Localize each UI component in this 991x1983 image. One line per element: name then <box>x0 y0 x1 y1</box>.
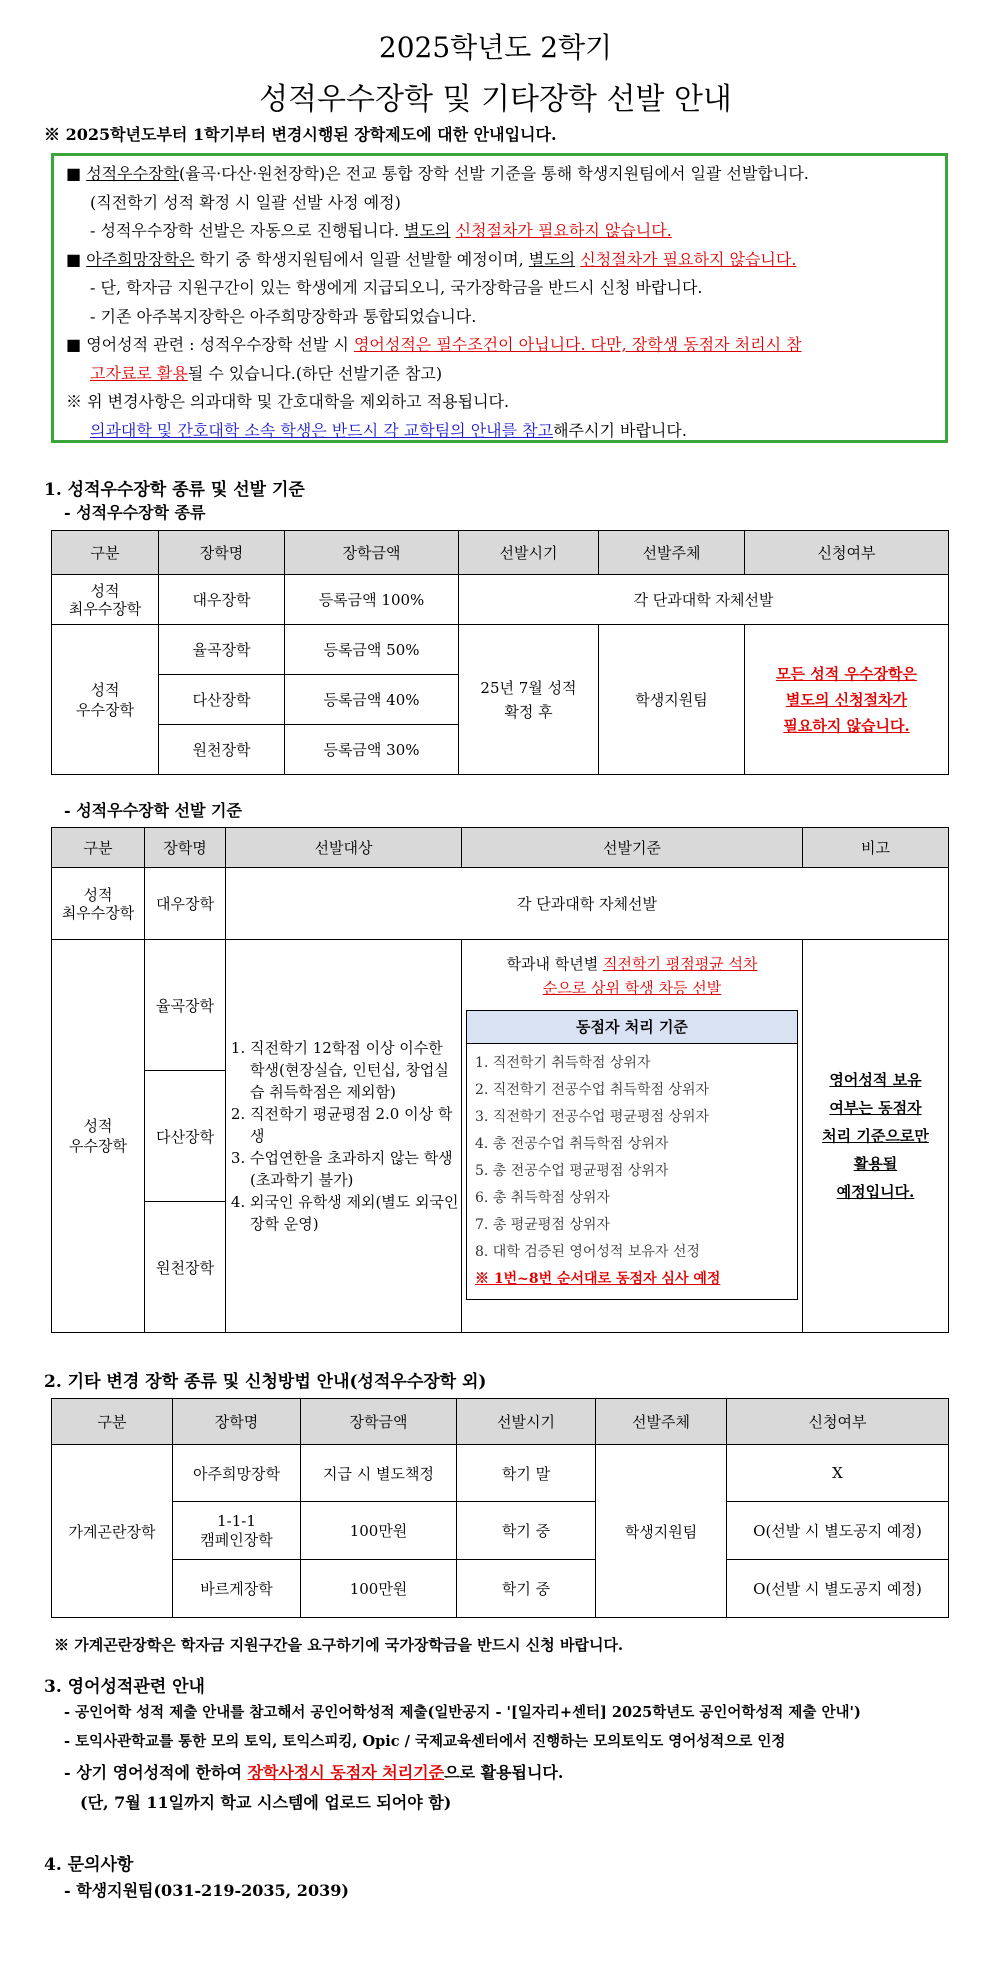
tie-item: 3. 직전학기 전공수업 평균평점 상위자 <box>475 1109 710 1125</box>
th-criteria: 선발기준 <box>462 828 803 868</box>
cell-category-excellent: 성적 우수장학 <box>52 940 145 1333</box>
cell-category-top: 성적 최우수장학 <box>52 868 145 940</box>
th-apply: 신청여부 <box>727 1399 949 1445</box>
box-line-5: - 단, 학자금 지원구간이 있는 학생에게 지급되오니, 국가장학금을 반드시 신청 바랍니다. <box>90 278 703 297</box>
cell-name: 율곡장학 <box>145 940 226 1071</box>
contact-line: - 학생지원팀(031-219-2035, 2039) <box>64 1881 349 1900</box>
th-name: 장학명 <box>173 1399 301 1445</box>
tie-item: 2. 직전학기 전공수업 취득학점 상위자 <box>475 1082 710 1098</box>
selection-target-list <box>226 940 462 1333</box>
th-timing: 선발시기 <box>459 531 599 575</box>
box-line-8: 고자료로 활용될 수 있습니다.(하단 선발기준 참고) <box>90 363 443 383</box>
cell-amount: 지급 시 별도책정 <box>301 1445 457 1502</box>
th-category: 구분 <box>52 1399 173 1445</box>
title-line-1: 2025학년도 2학기 <box>378 31 613 64</box>
box-line-10: 의과대학 및 간호대학 소속 학생은 반드시 각 교학팀의 안내를 참고해주시기 바랍니다. <box>90 420 687 440</box>
cell-selector: 학생지원팀 <box>596 1445 727 1618</box>
cell-timing: 학기 말 <box>457 1445 596 1502</box>
cell-name: 원천장학 <box>159 725 285 775</box>
english-note-2: - 토익사관학교를 통한 모의 토익, 토익스피킹, Opic / 국제교육센터에서 진행하는 모의토익도 영어성적으로 인정 <box>64 1733 786 1750</box>
tie-break-note: ※ 1번~8번 순서대로 동점자 심사 예정 <box>475 1271 721 1287</box>
cell-apply: O(선발 시 별도공지 예정) <box>727 1502 949 1560</box>
box-line-3: - 성적우수장학 선발은 자동으로 진행됩니다. 별도의 신청절차가 필요하지 않습니다. <box>90 221 672 240</box>
th-remark: 비고 <box>803 828 949 868</box>
cell-timing: 25년 7월 성적 확정 후 <box>459 625 599 775</box>
target-item: 1. 직전학기 12학점 이상 이수한 학생(현장실습, 인턴십, 창업실습 취득학점은 제외함) <box>250 1037 459 1103</box>
tie-item: 1. 직전학기 취득학점 상위자 <box>475 1055 651 1071</box>
cell-name-daewoo: 대우장학 <box>159 575 285 625</box>
section-3-title: 3. 영어성적관련 안내 <box>44 1677 205 1697</box>
th-apply: 신청여부 <box>745 531 949 575</box>
cell-name: 율곡장학 <box>159 625 285 675</box>
th-amount: 장학금액 <box>285 531 459 575</box>
scholarship-types-table <box>51 530 949 775</box>
cell-category-top: 성적 최우수장학 <box>52 575 159 625</box>
th-name: 장학명 <box>159 531 285 575</box>
tie-item: 6. 총 취득학점 상위자 <box>475 1190 610 1206</box>
cell-name: 바르게장학 <box>173 1560 301 1618</box>
box-line-9: ※ 위 변경사항은 의과대학 및 간호대학을 제외하고 적용됩니다. <box>66 392 510 411</box>
th-selector: 선발주체 <box>596 1399 727 1445</box>
cell-name-daewoo: 대우장학 <box>145 868 226 940</box>
th-name: 장학명 <box>145 828 226 868</box>
cell-name: 다산장학 <box>159 675 285 725</box>
tie-item: 4. 총 전공수업 취득학점 상위자 <box>475 1136 669 1152</box>
cell-daewoo-note: 각 단과대학 자체선발 <box>459 575 949 625</box>
box-line-6: - 기존 아주복지장학은 아주희망장학과 통합되었습니다. <box>90 306 477 326</box>
tie-item: 7. 총 평균평점 상위자 <box>475 1217 610 1233</box>
cell-name: 다산장학 <box>145 1071 226 1202</box>
box-line-4: ■ 아주희망장학은 학기 중 학생지원팀에서 일괄 선발할 예정이며, 별도의 신청절차가 필요하지 않습니다. <box>66 249 797 269</box>
target-item: 4. 외국인 유학생 제외(별도 외국인 장학 운영) <box>250 1191 459 1235</box>
selection-criteria-cell <box>462 940 803 1333</box>
cell-amount: 등록금액 40% <box>285 675 459 725</box>
cell-amount: 100만원 <box>301 1560 457 1618</box>
cell-amount: 100만원 <box>301 1502 457 1560</box>
section-1-sub-1: - 성적우수장학 종류 <box>64 503 206 522</box>
target-item: 2. 직전학기 평균평점 2.0 이상 학생 <box>250 1103 459 1147</box>
other-scholarships-table <box>51 1398 949 1618</box>
cell-apply-note: 모든 성적 우수장학은 별도의 신청절차가 필요하지 않습니다. <box>745 625 949 775</box>
cell-timing: 학기 중 <box>457 1560 596 1618</box>
cell-daewoo-note: 각 단과대학 자체선발 <box>226 868 949 940</box>
cell-apply: O(선발 시 별도공지 예정) <box>727 1560 949 1618</box>
box-line-7: ■ 영어성적 관련 : 성적우수장학 선발 시 영어성적은 필수조건이 아닙니다. 다만, 장학생 동점자 처리시 참 <box>66 335 802 354</box>
english-note-3: - 상기 영어성적에 한하여 장학사정시 동점자 처리기준으로 활용됩니다. <box>64 1763 564 1782</box>
section-2-title: 2. 기타 변경 장학 종류 및 신청방법 안내(성적우수장학 외) <box>44 1372 487 1392</box>
cell-category-hardship: 가계곤란장학 <box>52 1445 173 1618</box>
section-4-title: 4. 문의사항 <box>44 1855 134 1875</box>
th-category: 구분 <box>52 531 159 575</box>
cell-category-excellent: 성적 우수장학 <box>52 625 159 775</box>
criteria-text: 학과내 학년별 직전학기 평점평균 석차 순으로 상위 학생 차등 선발 <box>506 955 758 997</box>
cell-name: 아주희망장학 <box>173 1445 301 1502</box>
change-notice-box <box>51 153 948 443</box>
tie-item: 5. 총 전공수업 평균평점 상위자 <box>475 1163 669 1179</box>
cell-remark: 영어성적 보유 여부는 동점자 처리 기준으로만 활용될 예정입니다. <box>803 940 949 1333</box>
cell-name: 1-1-1 캠페인장학 <box>173 1502 301 1560</box>
cell-name: 원천장학 <box>145 1202 226 1333</box>
th-target: 선발대상 <box>226 828 462 868</box>
target-item: 3. 수업연한을 초과하지 않는 학생(초과학기 불가) <box>250 1147 459 1191</box>
th-selector: 선발주체 <box>599 531 745 575</box>
cell-selector: 학생지원팀 <box>599 625 745 775</box>
tie-break-box <box>466 1010 798 1300</box>
tie-break-title: 동점자 처리 기준 <box>467 1011 797 1044</box>
cell-amount-daewoo: 등록금액 100% <box>285 575 459 625</box>
box-line-1: ■ 성적우수장학(율곡·다산·원천장학)은 전교 통합 장학 선발 기준을 통해 학생지원팀에서 일괄 선발합니다. <box>66 164 809 183</box>
selection-criteria-table <box>51 827 949 1333</box>
english-note-4: (단, 7월 11일까지 학교 시스템에 업로드 되어야 함) <box>80 1793 452 1812</box>
tie-item: 8. 대학 검증된 영어성적 보유자 선정 <box>475 1244 700 1260</box>
th-category: 구분 <box>52 828 145 868</box>
top-notice: ※ 2025학년도부터 1학기부터 변경시행된 장학제도에 대한 안내입니다. <box>44 125 557 144</box>
title-line-2: 성적우수장학 및 기타장학 선발 안내 <box>259 82 732 117</box>
section-1-title: 1. 성적우수장학 종류 및 선발 기준 <box>44 480 305 500</box>
box-line-2: (직전학기 성적 확정 시 일괄 선발 사정 예정) <box>90 192 401 212</box>
cell-amount: 등록금액 50% <box>285 625 459 675</box>
section-2-note: ※ 가계곤란장학은 학자금 지원구간을 요구하기에 국가장학금을 반드시 신청 바랍니다. <box>54 1636 624 1654</box>
cell-timing: 학기 중 <box>457 1502 596 1560</box>
cell-amount: 등록금액 30% <box>285 725 459 775</box>
english-note-1: - 공인어학 성적 제출 안내를 참고해서 공인어학성적 제출(일반공지 - '[일자리+센터] 2025학년도 공인어학성적 제출 안내') <box>64 1704 861 1721</box>
th-amount: 장학금액 <box>301 1399 457 1445</box>
tie-break-list <box>467 1044 797 1299</box>
th-timing: 선발시기 <box>457 1399 596 1445</box>
section-1-sub-2: - 성적우수장학 선발 기준 <box>64 801 242 820</box>
cell-apply: X <box>727 1445 949 1502</box>
